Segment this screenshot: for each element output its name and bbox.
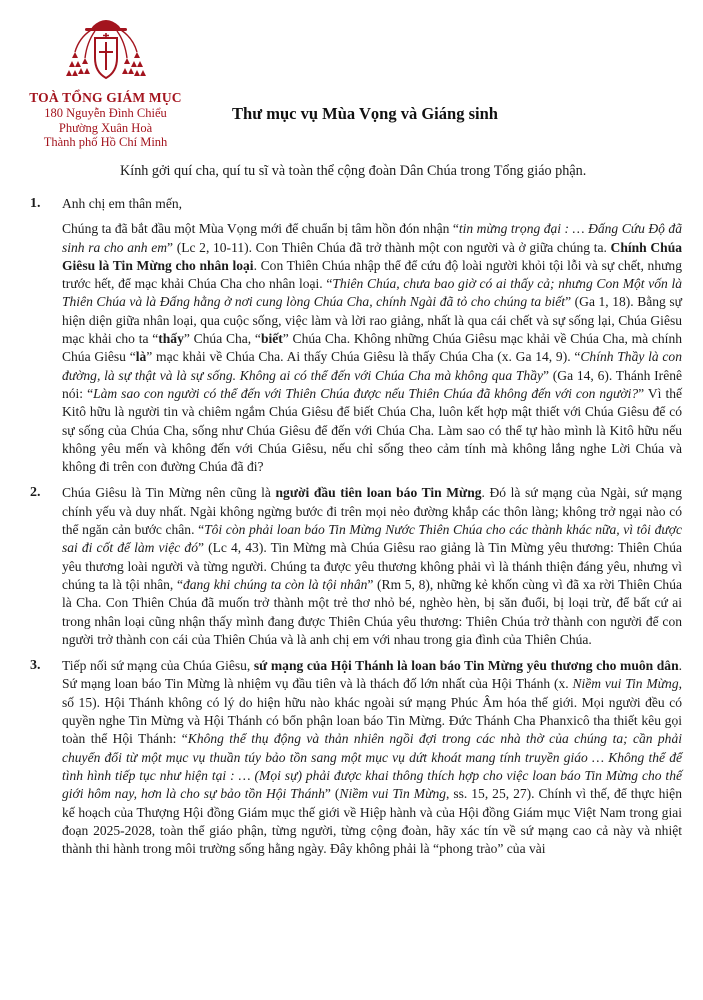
bold-text: Chính Chúa Giêsu là Tin Mừng cho nhân loại	[62, 239, 682, 273]
org-address-ward: Phường Xuân Hoà	[58, 120, 153, 135]
section-1	[22, 195, 682, 476]
section-paragraph	[62, 220, 682, 476]
italic-quote: Tôi còn phải loan báo Tin Mừng Nước Thiên Chúa cho các thành khác nữa, vì tôi được sai đi cốt để làm việc đó	[62, 522, 682, 556]
body-text: , ss. 15, 25, 27). Chính vì thế, để thực hiện kế hoạch của Thượng Hội đồng Giám mục thế giới về Hiệp hành và của Hội đồng Giám mục Việt Nam trong giai đoạn 2025-2028, toàn thể giáo phận, từng người, từng cộng đoàn, hãy xác tín về sứ mạng cao cả này và nhiệt thành thi hành trong môi trường sống hằng ngày. Đây không phải là “phong trào” của vài	[62, 786, 682, 857]
body-text: Chúa Giêsu là Tin Mừng nên cũng là	[62, 485, 276, 501]
greeting: Kính gởi quí cha, quí tu sĩ và toàn thể cộng đoàn Dân Chúa trong Tổng giáo phận.	[120, 163, 587, 179]
org-address-street: 180 Nguyễn Đình Chiểu	[44, 106, 167, 120]
section-number: 3.	[30, 658, 41, 674]
body-text: . Đó là sứ mạng của Ngài, sứ mạng chính yếu và duy nhất. Ngài không ngừng bước đi trên mọi nẻo đường khắp các thôn làng; không trở ngại nào có thể ngăn cản bước chân. “	[62, 485, 682, 538]
body-text: ” (Lc 2, 10-11). Con Thiên Chúa đã trở thành một con người và ở giữa chúng ta.	[167, 239, 611, 255]
section-number: 1.	[30, 196, 41, 211]
italic-quote: Thiên Chúa, chưa bao giờ có ai thấy cả; nhưng Con Một vốn là Thiên Chúa và là Đấng hằng ở nơi cung lòng Chúa Cha, chính Ngài đã tỏ cho chúng ta biết	[62, 276, 682, 310]
body-text: ” (Ga 14, 6). Thánh Irênê nói: “	[62, 367, 682, 401]
body-text: ” (Ga 1, 18). Bằng sự hiện diện giữa nhân loại, qua cuộc sống, việc làm và lời rao giảng, nhất là qua cái chết và sự sống lại, Chúa Giêsu mạc khải cho ta “	[62, 294, 682, 347]
bold-text: là	[135, 349, 147, 365]
body-text: . Con Thiên Chúa nhập thể để cứu độ loài người khỏi tội lỗi và sự chết, nhưng trước hết, để mạc khải Chúa Cha cho nhân loại. “	[62, 257, 682, 292]
bold-text: người đầu tiên loan báo Tin Mừng	[275, 485, 482, 501]
italic-quote: Niềm vui Tin Mừng	[572, 676, 679, 692]
body-text: Tiếp nối sứ mạng của Chúa Giêsu,	[62, 658, 254, 674]
bold-text: biết	[260, 331, 283, 347]
section-paragraph	[62, 657, 682, 858]
section-2	[22, 484, 682, 649]
body-text: . Sứ mạng loan báo Tin Mừng là nhiệm vụ đầu tiên và là thách đố lớn nhất của Hội Thánh (x.	[62, 658, 682, 692]
italic-quote: đang khi chúng ta còn là tội nhân	[182, 576, 368, 592]
body-text: ” (Lc 4, 43). Tin Mừng mà Chúa Giêsu rao giảng là Tin Mừng yêu thương: Thiên Chúa yêu thương loài người và từng người. Chúng ta được yêu thương không phải vì là thánh thiện đáng yêu, nhưng vì chúng ta là tội nhân, “	[62, 540, 682, 592]
section-number: 2.	[30, 485, 41, 501]
italic-quote: tin mừng trọng đại : … Đấng Cứu Độ đã sinh ra cho anh em	[62, 221, 682, 255]
body-text: ” Vì thế Kitô hữu là người tin và chiêm ngắm Chúa Giêsu để biết Chúa Cha, luôn kết hợp mật thiết với Chúa Giêsu để có sự sống của Chúa Cha, sống như Chúa Giêsu để đến với Chúa Cha. Làm sao có thể tự hào mình là Kitô hữu nếu không yêu mến và không đến với Chúa Giêsu, nếu chỉ sống theo cảm tính mà không lắng nghe Lời Chúa và không đi trên con đường Chúa đã đi?	[62, 385, 682, 475]
body-text: ” (	[324, 786, 340, 802]
body-text: ” Chúa Cha. Không những Chúa Giêsu mạc khải về Chúa Cha, mà chính Chúa Giêsu “	[62, 331, 682, 365]
bishop-galero-coat-of-arms-icon	[65, 12, 147, 86]
document-title: Thư mục vụ Mùa Vọng và Giáng sinh	[232, 104, 498, 123]
italic-quote: Không thể thụ động và thản nhiên ngồi đợi trong các nhà thờ của chúng ta; cần phải chuyển đổi từ một mục vụ thuần túy bảo tồn sang một mục vụ dứt khoát mang tính truyền giáo … Không thể để tình hình tiếp tục như hiện tại : … (Mọi sự) phải được khai thông thích hợp cho việc loan báo Tin Mừng cho thế giới hôm nay, hơn là cho sự bảo tồn Hội Thánh	[62, 731, 682, 802]
bold-text: thấy	[158, 331, 184, 347]
section-3	[22, 657, 682, 858]
body-text: Chúng ta đã bắt đầu một Mùa Vọng mới để chuẩn bị tâm hồn đón nhận “	[62, 221, 459, 237]
body-text: ” (Rm 5, 8), những kẻ khốn cùng vì đã xa rời Thiên Chúa là Cha. Con Thiên Chúa đã muốn trở thành một trẻ thơ nhỏ bé, nghèo hèn, bị săn đuổi, bị loại trừ, để bất cứ ai trong nhân loại cũng nhận thấy mình đang được Thiên Chúa yêu thương: Thiên Chúa trở thành con người để con người trở thành con cái của Thiên Chúa và là anh chị em với nhau trong gia đình của Thiên Chúa.	[62, 576, 682, 647]
salutation: Anh chị em thân mến,	[62, 196, 183, 211]
italic-quote: Chính Thầy là con đường, là sự thật và là sự sống. Không ai có thể đến với Chúa Cha mà không qua Thầy	[62, 349, 682, 383]
letterhead	[18, 12, 193, 150]
body-text: ” Chúa Cha, “	[183, 331, 261, 347]
italic-quote: Niềm vui Tin Mừng	[339, 786, 447, 802]
org-address-city: Thành phố Hồ Chí Minh	[43, 135, 168, 149]
italic-quote: Làm sao con người có thể đến với Thiên Chúa được nếu Thiên Chúa đã không đến với con người?	[93, 385, 639, 401]
section-paragraph	[62, 484, 682, 649]
body-text: , số 15). Hội Thánh không có lý do hiện hữu nào khác ngoài sứ mạng Phúc Âm hóa thế giới. Mọi người đều có quyền nghe Tin Mừng và Hội Thánh có bổn phận loan báo Tin Mừng. Đức Thánh Cha Phanxicô tha thiết kêu gọi toàn thể Hội Thánh: “	[62, 676, 682, 747]
org-name: TOÀ TỔNG GIÁM MỤC	[29, 90, 182, 105]
body-text: ” mạc khải về Chúa Cha. Ai thấy Chúa Giêsu là thấy Chúa Cha (x. Ga 14, 9). “	[146, 349, 581, 365]
letter-body	[22, 195, 682, 866]
bold-text: sứ mạng của Hội Thánh là loan báo Tin Mừng yêu thương cho muôn dân	[253, 658, 679, 674]
